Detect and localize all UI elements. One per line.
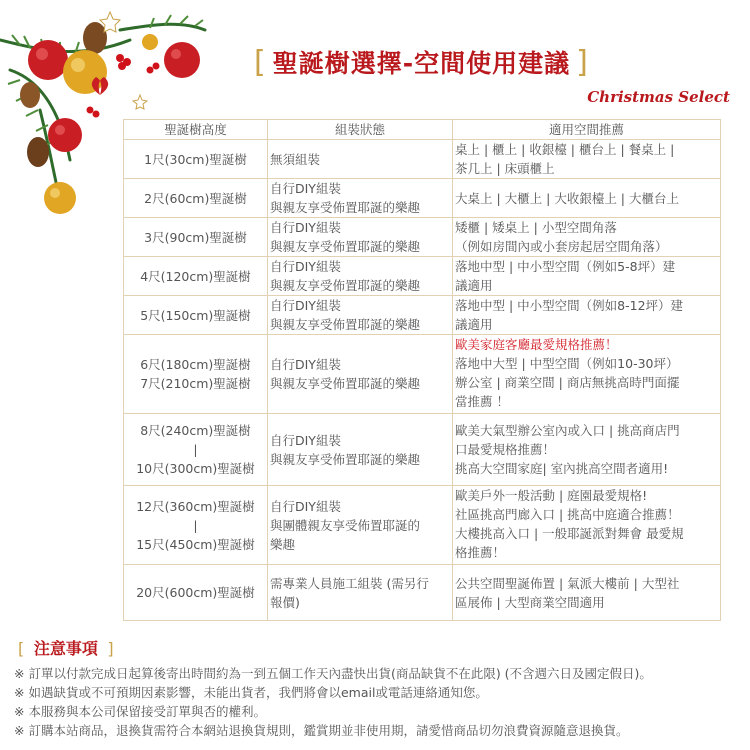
usage-cell: 落地中型 | 中小型空間（例如8-12坪）建 議適用 bbox=[453, 296, 721, 335]
column-header-usage: 適用空間推薦 bbox=[453, 120, 721, 140]
assembly-cell: 自行DIY組裝 與親友享受佈置耶誕的樂趣 bbox=[268, 257, 453, 296]
usage-cell: 大桌上 | 大櫃上 | 大收銀檯上 | 大櫃台上 bbox=[453, 179, 721, 218]
list-item: ※ 本服務與本公司保留接受訂單與否的權利。 bbox=[14, 704, 266, 719]
table-row bbox=[124, 257, 721, 296]
tree-height-cell: 3尺(90cm)聖誕樹 bbox=[124, 218, 268, 257]
usage-cell: 桌上 | 櫃上 | 收銀檯 | 櫃台上 | 餐桌上 | 茶几上 | 床頭櫃上 bbox=[453, 140, 721, 179]
usage-cell: 歐美大氣型辦公室內或入口 | 挑高商店門 口最愛規格推薦！ 挑高大空間家庭| 室內挑高空間者適用! bbox=[453, 414, 721, 486]
table-row bbox=[124, 414, 721, 486]
page-subtitle: Christmas Select bbox=[587, 88, 730, 106]
list-item: ※ 訂單以付款完成日起算後寄出時間約為一到五個工作天內盡快出貨(商品缺貨不在此限) (不含週六日及國定假日)。 bbox=[14, 666, 652, 681]
column-header-assembly: 組裝狀態 bbox=[268, 120, 453, 140]
notice-bracket-close: ] bbox=[107, 639, 114, 658]
column-header-height: 聖誕樹高度 bbox=[124, 120, 268, 140]
table-row bbox=[124, 486, 721, 565]
notice-heading bbox=[14, 636, 118, 659]
usage-cell: 落地中型 | 中小型空間（例如5-8坪）建 議適用 bbox=[453, 257, 721, 296]
notice-title: 注意事項 bbox=[33, 639, 98, 658]
tree-height-cell: 12尺(360cm)聖誕樹 | 15尺(450cm)聖誕樹 bbox=[124, 486, 268, 565]
tree-height-cell: 2尺(60cm)聖誕樹 bbox=[124, 179, 268, 218]
usage-cell: 矮櫃 | 矮桌上 | 小型空間角落 （例如房間內或小套房起居空間角落） bbox=[453, 218, 721, 257]
tree-height-cell: 5尺(150cm)聖誕樹 bbox=[124, 296, 268, 335]
page-title-text: 聖誕樹選擇-空間使用建議 bbox=[272, 49, 571, 78]
table-row bbox=[124, 565, 721, 621]
list-item: ※ 如遇缺貨或不可預期因素影響，未能出貨者，我們將會以email或電話連絡通知您。 bbox=[14, 685, 488, 700]
table-row bbox=[124, 218, 721, 257]
tree-height-cell: 6尺(180cm)聖誕樹 7尺(210cm)聖誕樹 bbox=[124, 335, 268, 414]
assembly-cell: 需專業人員施工組裝 (需另行 報價) bbox=[268, 565, 453, 621]
notice-list bbox=[14, 664, 748, 740]
usage-cell: 公共空間聖誕佈置 | 氣派大樓前 | 大型社 區展佈 | 大型商業空間適用 bbox=[453, 565, 721, 621]
tree-height-cell: 1尺(30cm)聖誕樹 bbox=[124, 140, 268, 179]
tree-height-cell: 20尺(600cm)聖誕樹 bbox=[124, 565, 268, 621]
list-item: ※ 訂購本站商品，退換貨需符合本網站退換貨規則，鑑賞期並非使用期，請愛惜商品切勿浪費資源隨意退換貨。 bbox=[14, 723, 629, 738]
assembly-cell: 自行DIY組裝 與親友享受佈置耶誕的樂趣 bbox=[268, 218, 453, 257]
title-bracket-close: ] bbox=[576, 44, 589, 80]
assembly-cell: 自行DIY組裝 與團體親友享受佈置耶誕的 樂趣 bbox=[268, 486, 453, 565]
assembly-cell: 自行DIY組裝 與親友享受佈置耶誕的樂趣 bbox=[268, 335, 453, 414]
usage-cell: 歐美家庭客廳最愛規格推薦！ 落地中大型 | 中型空間（例如10-30坪） 辦公室 | 商業空間 | 商店無挑高時門面擺 當推薦 ！ bbox=[453, 335, 721, 414]
tree-height-cell: 4尺(120cm)聖誕樹 bbox=[124, 257, 268, 296]
assembly-cell: 自行DIY組裝 與親友享受佈置耶誕的樂趣 bbox=[268, 414, 453, 486]
page-title bbox=[248, 40, 595, 84]
assembly-cell: 無須組裝 bbox=[268, 140, 453, 179]
assembly-cell: 自行DIY組裝 與親友享受佈置耶誕的樂趣 bbox=[268, 179, 453, 218]
tree-size-table bbox=[123, 119, 721, 621]
notice-bracket-open: [ bbox=[18, 639, 25, 658]
usage-cell: 歐美戶外一般活動 | 庭園最愛規格! 社區挑高門廊入口 | 挑高中庭適合推薦！ 大樓挑高入口 | 一般耶誕派對舞會 最愛規 格推薦！ bbox=[453, 486, 721, 565]
table-row bbox=[124, 179, 721, 218]
table-row bbox=[124, 335, 721, 414]
title-bracket-open: [ bbox=[254, 44, 267, 80]
table-row bbox=[124, 296, 721, 335]
recommend-highlight: 歐美家庭客廳最愛規格推薦！ bbox=[455, 337, 618, 352]
assembly-cell: 自行DIY組裝 與親友享受佈置耶誕的樂趣 bbox=[268, 296, 453, 335]
table-row bbox=[124, 140, 721, 179]
table-header-row bbox=[124, 120, 721, 140]
tree-height-cell: 8尺(240cm)聖誕樹 | 10尺(300cm)聖誕樹 bbox=[124, 414, 268, 486]
